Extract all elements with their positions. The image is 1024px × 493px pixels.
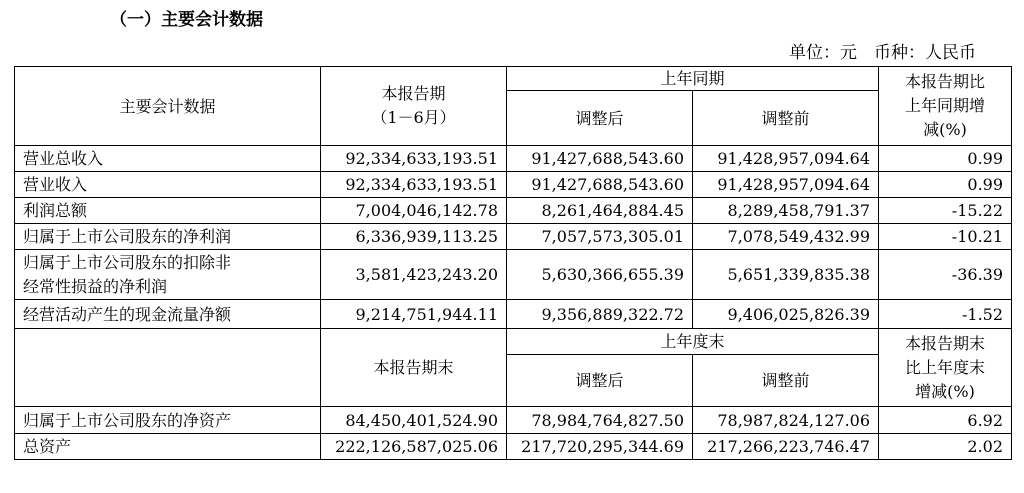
header-change-line2: 上年同期增 xyxy=(905,96,986,115)
row-current: 92,334,633,193.51 xyxy=(321,146,507,172)
row-after: 7,057,573,305.01 xyxy=(507,224,693,250)
row-after: 217,720,295,344.69 xyxy=(507,434,693,460)
row-before: 7,078,549,432.99 xyxy=(693,224,879,250)
row-after: 8,261,464,884.45 xyxy=(507,198,693,224)
header-adjusted-before-2: 调整前 xyxy=(693,355,879,407)
row-current: 84,450,401,524.90 xyxy=(321,407,507,434)
table-row xyxy=(15,407,1012,434)
header-same-period-last-year: 上年同期 xyxy=(507,67,879,91)
row-current: 92,334,633,193.51 xyxy=(321,172,507,198)
header-change-2-line2: 比上年度末 xyxy=(905,357,986,377)
header-empty-cell xyxy=(15,329,321,407)
table-row xyxy=(15,198,1012,224)
row-before: 91,428,957,094.64 xyxy=(693,146,879,172)
header-period-end: 本报告期末 xyxy=(321,329,507,407)
row-after: 91,427,688,543.60 xyxy=(507,146,693,172)
row-after: 5,630,366,655.39 xyxy=(507,250,693,300)
row-current: 7,004,046,142.78 xyxy=(321,198,507,224)
table-row xyxy=(15,250,1012,300)
row-after: 91,427,688,543.60 xyxy=(507,172,693,198)
header-change-2-line1: 本报告期末 xyxy=(905,333,986,353)
header-row-3 xyxy=(15,329,1012,355)
header-current-period xyxy=(321,67,507,146)
row-current: 222,126,587,025.06 xyxy=(321,434,507,460)
row-change: 6.92 xyxy=(879,407,1012,434)
row-before: 8,289,458,791.37 xyxy=(693,198,879,224)
row-change: 2.02 xyxy=(879,434,1012,460)
row-before: 91,428,957,094.64 xyxy=(693,172,879,198)
row-item: 经营活动产生的现金流量净额 xyxy=(15,300,321,329)
row-current: 9,214,751,944.11 xyxy=(321,300,507,329)
header-adjusted-after-2: 调整后 xyxy=(507,355,693,407)
header-current-period-line2: （1－6月） xyxy=(371,108,456,127)
header-change-line1: 本报告期比 xyxy=(905,72,986,91)
row-before: 5,651,339,835.38 xyxy=(693,250,879,300)
row-item xyxy=(15,250,321,300)
table-row xyxy=(15,300,1012,329)
row-item: 归属于上市公司股东的净资产 xyxy=(15,407,321,434)
table-row xyxy=(15,224,1012,250)
table-row xyxy=(15,146,1012,172)
row-item-line1: 归属于上市公司股东的扣除非 xyxy=(23,252,232,272)
header-change-2-line3: 增减(%) xyxy=(915,381,975,401)
header-adjusted-before: 调整前 xyxy=(693,91,879,146)
row-item: 利润总额 xyxy=(15,198,321,224)
row-change: -10.21 xyxy=(879,224,1012,250)
row-item-line2: 经常性损益的净利润 xyxy=(23,276,168,296)
table-row xyxy=(15,434,1012,460)
header-current-period-line1: 本报告期 xyxy=(381,84,446,103)
row-change: 0.99 xyxy=(879,172,1012,198)
row-after: 9,356,889,322.72 xyxy=(507,300,693,329)
row-item: 营业总收入 xyxy=(15,146,321,172)
header-last-year-end: 上年度末 xyxy=(507,329,879,355)
section-title: （一）主要会计数据 xyxy=(110,10,263,30)
header-change-line3: 减(%) xyxy=(923,120,967,139)
row-change: 0.99 xyxy=(879,146,1012,172)
header-adjusted-after: 调整后 xyxy=(507,91,693,146)
row-change: -36.39 xyxy=(879,250,1012,300)
row-item: 营业收入 xyxy=(15,172,321,198)
row-change: -15.22 xyxy=(879,198,1012,224)
header-change-2 xyxy=(879,329,1012,407)
row-change: -1.52 xyxy=(879,300,1012,329)
row-current: 3,581,423,243.20 xyxy=(321,250,507,300)
header-change xyxy=(879,67,1012,146)
row-after: 78,984,764,827.50 xyxy=(507,407,693,434)
row-current: 6,336,939,113.25 xyxy=(321,224,507,250)
table-row xyxy=(15,172,1012,198)
row-item: 总资产 xyxy=(15,434,321,460)
row-before: 217,266,223,746.47 xyxy=(693,434,879,460)
row-before: 9,406,025,826.39 xyxy=(693,300,879,329)
header-row-1 xyxy=(15,67,1012,91)
header-item: 主要会计数据 xyxy=(15,67,321,146)
accounting-data-table xyxy=(14,66,1012,460)
row-item: 归属于上市公司股东的净利润 xyxy=(15,224,321,250)
row-before: 78,987,824,127.06 xyxy=(693,407,879,434)
unit-currency-line: 单位：元 币种：人民币 xyxy=(789,43,976,63)
